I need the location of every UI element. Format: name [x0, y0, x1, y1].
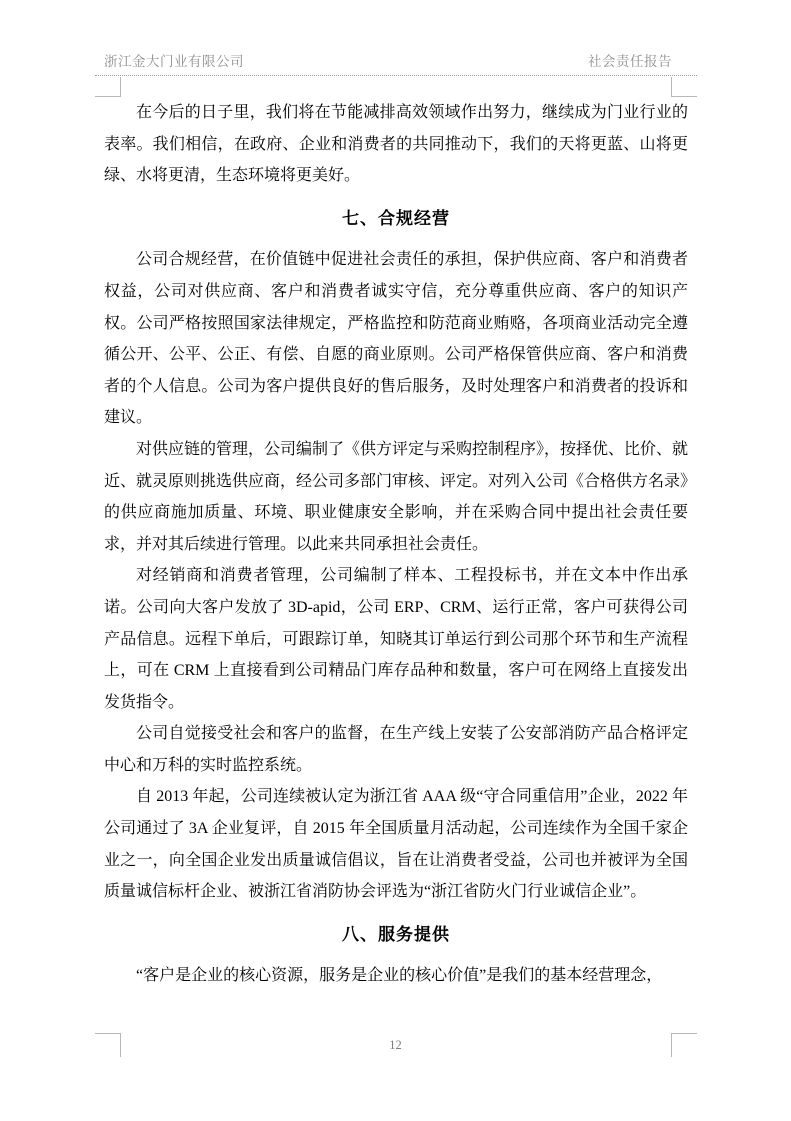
section-heading-compliance: 七、合规经营: [342, 208, 450, 228]
section-heading-service: 八、服务提供: [342, 924, 450, 944]
paragraph-credit-honors: 自 2013 年起，公司连续被认定为浙江省 AAA 级“守合同重信用”企业，2022 年公司通过了 3A 企业复评，自 2015 年全国质量月活动起，公司连续作为全国千家企业之一，向全国企业发出质量诚信倡议，旨在让消费者受益，公司也并被评为全国质量诚信标杆企业、被浙江省消防协会评选为“浙江省防火门行业诚信企业”。: [104, 788, 688, 901]
page-number: 12: [389, 1038, 402, 1052]
page-footer: [0, 1038, 791, 1053]
page-header: [95, 50, 697, 76]
header-company-name: 浙江金大门业有限公司: [104, 54, 244, 69]
crop-mark-top-left: [95, 77, 121, 97]
crop-mark-top-right: [671, 77, 697, 97]
paragraph-service-intro: “客户是企业的核心资源，服务是企业的核心价值”是我们的基本经营理念，: [136, 967, 663, 985]
paragraph-compliance-overview: 公司合规经营，在价值链中促进社会责任的承担，保护供应商、客户和消费者权益，公司对供应商、客户和消费者诚实守信，充分尊重供应商、客户的知识产权。公司严格按照国家法律规定，严格监控和防范商业贿赂，各项商业活动完全遵循公开、公平、公正、有偿、自愿的商业原则。公司严格保管供应商、客户和消费者的个人信息。公司为客户提供良好的售后服务，及时处理客户和消费者的投诉和建议。: [104, 251, 688, 427]
paragraph-supply-chain: 对供应链的管理，公司编制了《供方评定与采购控制程序》，按择优、比价、就近、就灵原则挑选供应商，经公司多部门审核、评定。对列入公司《合格供方名录》的供应商施加质量、环境、职业健康安全影响，并在采购合同中提出社会责任要求，并对其后续进行管理。以此来共同承担社会责任。: [104, 440, 689, 553]
header-report-title: 社会责任报告: [588, 54, 672, 69]
paragraph-supervision: 公司自觉接受社会和客户的监督，在生产线上安装了公安部消防产品合格评定中心和万科的实时监控系统。: [104, 725, 688, 774]
document-body: [104, 97, 688, 992]
paragraph-dealer-consumer: 对经销商和消费者管理，公司编制了样本、工程投标书，并在文本中作出承诺。公司向大客户发放了 3D-apid，公司 ERP、CRM、运行正常，客户可获得公司产品信息。远程下单后，可跟踪订单，知晓其订单运行到公司那个环节和生产流程上，可在 CRM 上直接看到公司精品门库存品种和数量，客户可在网络上直接发出发货指令。: [104, 567, 688, 711]
paragraph-outlook: 在今后的日子里，我们将在节能减排高效领域作出努力，继续成为门业行业的表率。我们相信，在政府、企业和消费者的共同推动下，我们的天将更蓝、山将更绿、水将更清，生态环境将更美好。: [104, 104, 688, 185]
